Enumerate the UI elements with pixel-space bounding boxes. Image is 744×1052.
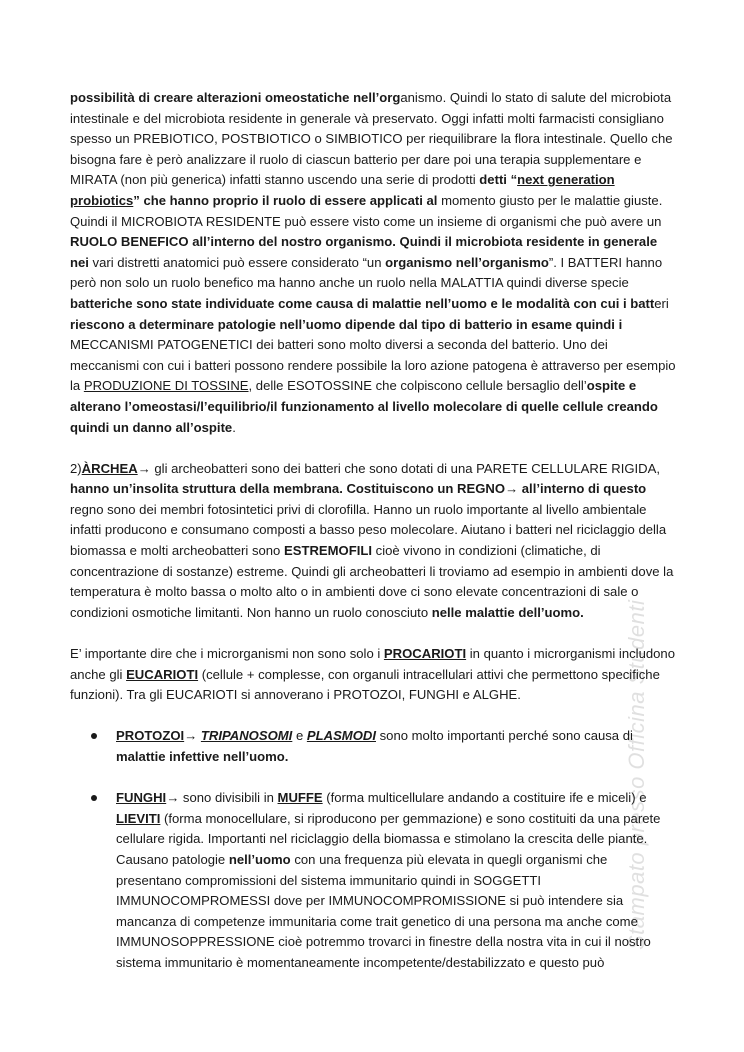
- text-run: eri: [654, 295, 669, 311]
- text-run: (cellule + complesse, con organuli intracellulari attivi che permettono specifiche funzioni). Tra gli EUCARIOTI si annoverano i PROTOZOI, FUNGHI e ALGHE.: [70, 666, 660, 703]
- text-run: .: [232, 419, 236, 435]
- text-run: RUOLO BENEFICO all’interno del nostro organismo. Quindi il microbiota residente in generale nei: [70, 234, 658, 270]
- paragraph-eucarioti: [70, 644, 676, 706]
- text-run: ESTREMOFILI: [283, 543, 373, 559]
- text-run: e: [292, 728, 307, 744]
- bullet-list: [70, 726, 676, 973]
- text-run: in quanto i microrganismi includono anche gli: [70, 646, 675, 682]
- text-run: gli archeobatteri sono dei batteri che sono dotati di una PARETE CELLULARE RIGIDA,: [150, 460, 660, 476]
- text-run: 2): [70, 460, 82, 476]
- paragraph-gap: [70, 768, 676, 789]
- text-run: cioè vivono in condizioni (climatiche, di concentrazione di sostanze) estreme. Quindi gli archeobatteri li troviamo ad esempio in ambienti dove la temperatura è molto bassa o molto alto o in ambienti dove ci sono elevate concentrazioni di sale o condizioni osmotiche limitanti. Non hanno un ruolo conosciuto: [70, 543, 674, 620]
- text-run: PROTOZOI: [116, 728, 185, 744]
- text-run: momento giusto per le malattie giuste.: [437, 192, 663, 208]
- text-run: (forma multicellulare andando a costituire ife e miceli) e: [322, 790, 647, 806]
- text-run: anismo. Quindi lo stato di salute del microbiota intestinale e del microbiota residente in generale và preservato. Oggi infatti molti farmacisti consigliano spesso un PREBIOTICO, POSTBIOTICO o SIMBIOTICO per riequilibrare la flora intestinale. Quello che bisogna fare è però analizzare il ruolo di ciascun batterio per dare poi una terapia supplementare e MIRATA (non più generica) infatti stanno uscendo una serie di prodotti: [70, 90, 673, 188]
- paragraph-gap: [70, 706, 676, 727]
- text-run: detti “: [479, 172, 518, 188]
- document-page: [70, 88, 676, 974]
- text-run: ” che hanno proprio il ruolo di essere applicati al: [133, 192, 438, 208]
- text-run: nell’uomo: [228, 851, 291, 867]
- text-run: Quindi il MICROBIOTA RESIDENTE può essere visto come un insieme di organismi che può avere un: [70, 213, 662, 229]
- text-run: batteriche sono state individuate come causa di malattie nell’uomo e le modalità con cui i batt: [70, 295, 655, 311]
- paragraph-microbiota-resident: [70, 212, 676, 439]
- text-run: organismo nell’organismo: [385, 254, 549, 270]
- text-run: malattie infettive nell’uomo.: [116, 749, 289, 764]
- list-item-funghi: [70, 788, 676, 973]
- text-run: con una frequenza più elevata in quegli organismi che presentano compromissioni del sistema immunitario quindi in SOGGETTI IMMUNOCOMPROMESSI dove per IMMUNOCOMPROMISSIONE si può intendere sia mancanza di competenze immunitaria come trait genetico di una persona ma anche come IMMUNOSOPPRESSIONE cioè potremmo trovarci in finestre della nostra vita in cui il nostro sistema immunitario è momentaneamente incompetente/destabilizzato e questo può: [116, 851, 651, 970]
- text-run: sono molto importanti perché sono causa di: [375, 728, 633, 744]
- text-run: MECCANISMI PATOGENETICI dei batteri sono molto diversi a seconda del batterio. Uno dei meccanismi con cui i batteri possono rendere possibile la loro azione patogena è attraverso per esempio la: [70, 337, 676, 394]
- list-item-protozoi: [70, 726, 676, 767]
- paragraph-gap: [70, 623, 676, 644]
- text-run: ospite e alterano l’omeostasi/l’equilibrio/il funzionamento al livello molecolare di quelle cellule creando quindi un danno all’ospite: [70, 378, 658, 435]
- text-run: , delle ESOTOSSINE che colpiscono cellule bersaglio dell’: [248, 378, 587, 394]
- paragraph-gap: [70, 438, 676, 459]
- text-run: PLASMODI: [306, 728, 376, 744]
- text-run: riescono a determinare patologie nell’uomo dipende dal tipo di batterio in esame quindi i: [70, 316, 623, 332]
- text-run: →: [166, 790, 180, 806]
- text-run: E’ importante dire che i microrganismi non sono solo i: [70, 646, 384, 662]
- list-item-text: [116, 728, 633, 764]
- watermark: Stampato presso Officina Studenti: [624, 599, 649, 950]
- list-item-text: [116, 790, 660, 970]
- text-run: nelle malattie dell’uomo.: [431, 604, 584, 620]
- text-run: FUNGHI: [116, 790, 167, 806]
- text-run: sono divisibili in: [179, 790, 278, 806]
- text-run: ÀRCHEA: [81, 460, 138, 476]
- bullet-icon: [91, 733, 97, 739]
- text-run: MUFFE: [277, 790, 323, 806]
- text-run: (forma monocellulare, si riproducono per gemmazione) e sono costituiti da una parete cellulare rigida. Importanti nel riciclaggio della biomassa e stimolano la crescita delle piante. Causano patologie: [116, 810, 661, 867]
- text-run: all’interno di questo: [518, 481, 647, 497]
- text-run: PROCARIOTI: [383, 646, 467, 662]
- text-run: →: [184, 728, 201, 744]
- text-run: regno sono dei membri fotosintetici privi di clorofilla. Hanno un ruolo importante al livello ambientale infatti producono e consumano composti a basso peso molecolare. Aiutano i batteri nel riciclaggio della biomassa e molti archeobatteri sono: [70, 501, 667, 559]
- text-run: ”. I BATTERI hanno però non solo un ruolo benefico ma hanno anche un ruolo nella MALATTIA quindi diverse specie: [70, 254, 663, 291]
- paragraph-microbiota-health: [70, 88, 676, 212]
- text-run: hanno un’insolita struttura della membrana. Costituiscono un REGNO: [70, 481, 506, 497]
- text-run: TRIPANOSOMI: [200, 728, 293, 744]
- text-run: LIEVITI: [116, 810, 161, 826]
- text-run: PRODUZIONE DI TOSSINE: [83, 378, 249, 394]
- paragraph-archea: [70, 459, 676, 624]
- text-run: EUCARIOTI: [126, 666, 199, 682]
- text-run: possibilità di creare alterazioni omeostatiche nell’org: [70, 90, 401, 105]
- text-run: →: [137, 460, 151, 476]
- text-run: vari distretti anatomici può essere considerato “un: [88, 254, 386, 270]
- bullet-icon: [91, 795, 97, 801]
- text-run: →: [505, 481, 519, 497]
- text-run: next generation probiotics: [70, 172, 615, 208]
